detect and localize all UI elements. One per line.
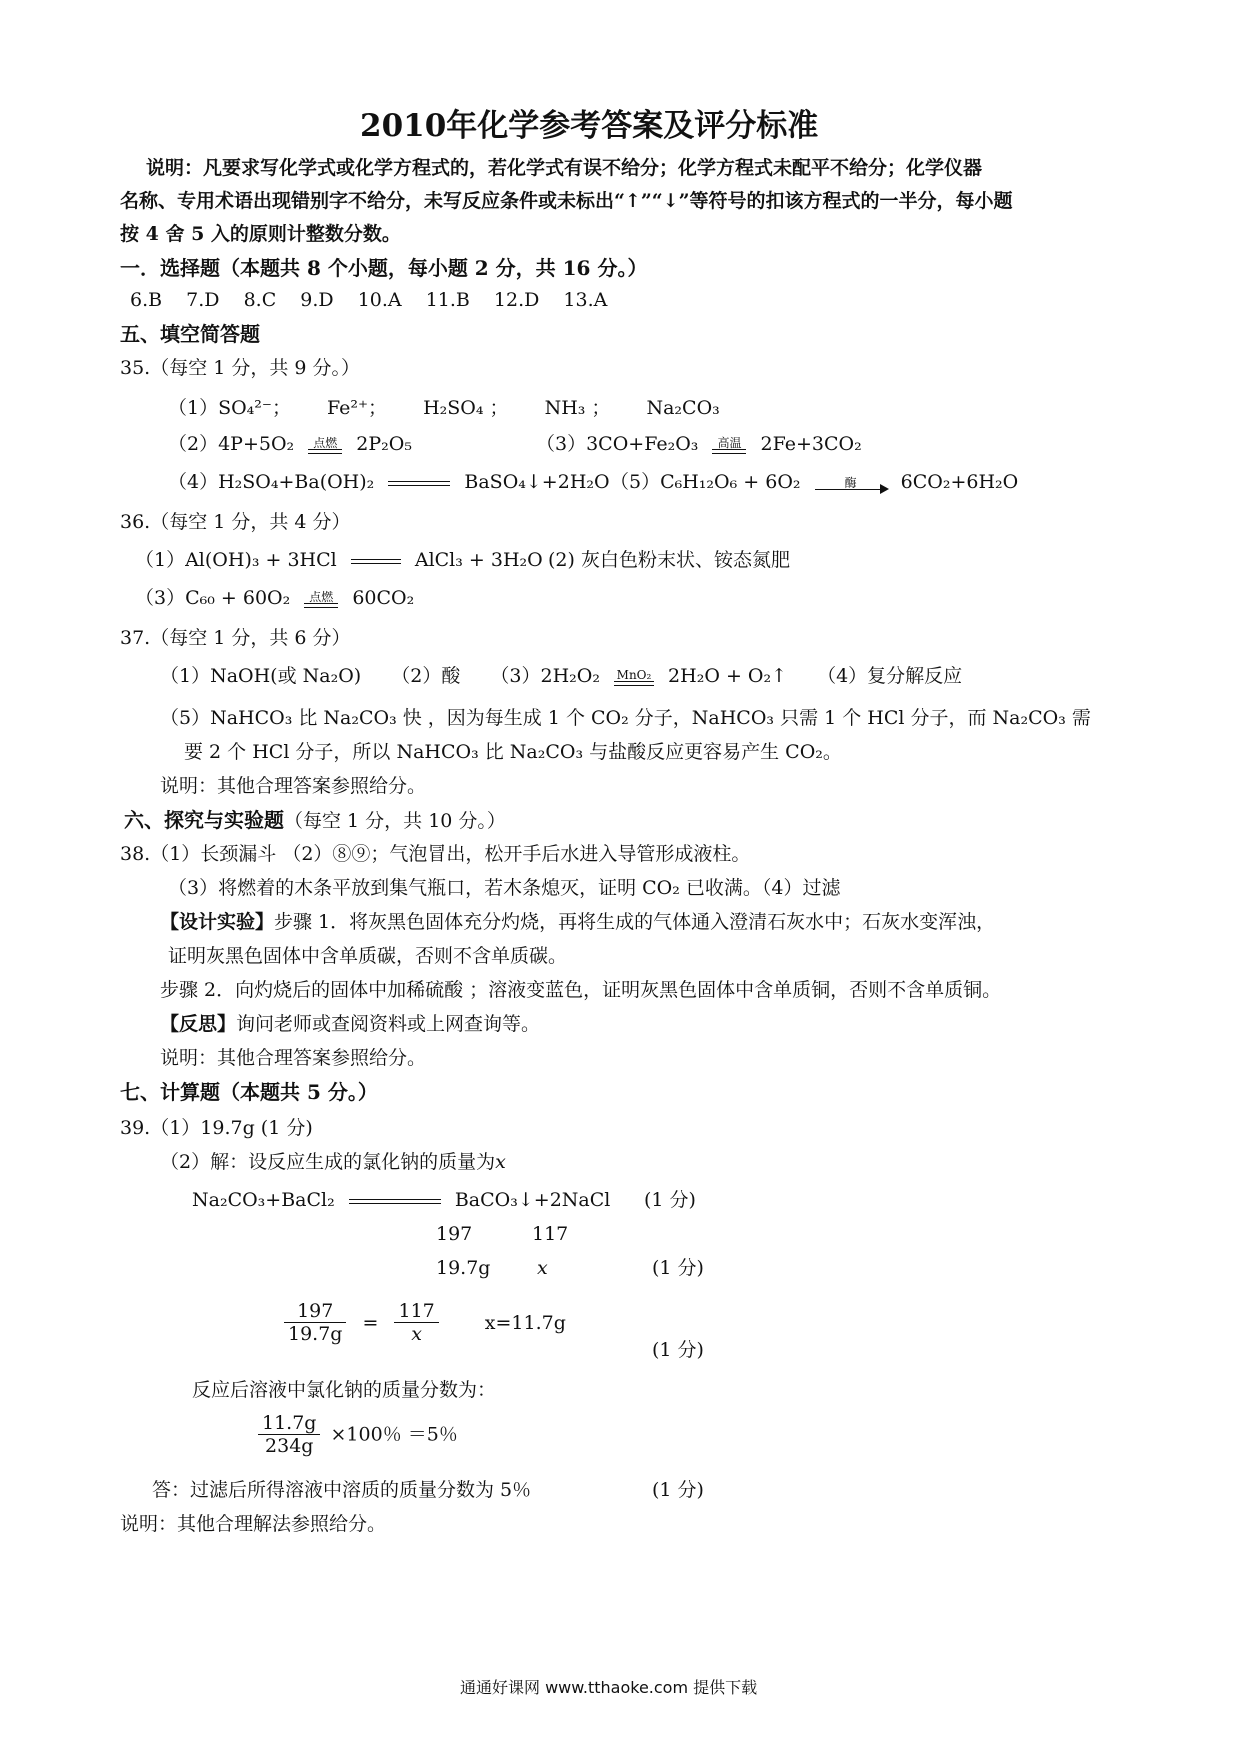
- section-7-heading: 七、计算题（本题共 5 分。）: [120, 1080, 378, 1104]
- formula: NH₃ ；: [544, 397, 611, 419]
- score-mark: (1 分): [652, 1479, 704, 1501]
- q37-header: 37.（每空 1 分，共 6 分）: [120, 627, 351, 649]
- q36-header: 36.（每空 1 分，共 4 分）: [120, 511, 351, 533]
- answer-item: 13.A: [563, 289, 608, 311]
- q35-part-1: [168, 396, 738, 420]
- score-mark: (1 分): [644, 1189, 696, 1211]
- section-5-heading: 五、填空简答题: [120, 322, 260, 346]
- q35-part-5-equation: [610, 470, 1018, 494]
- note-line-2: 名称、专用术语出现错别字不给分，未写反应条件或未标出“↑”“↓”等符号的扣该方程式的一半分，每小题: [120, 190, 1013, 212]
- q38-line-2: （3）将燃着的木条平放到集气瓶口，若木条熄灭，证明 CO₂ 已收满。（4）过滤: [168, 877, 841, 899]
- mass-fraction-label: 反应后溶液中氯化钠的质量分数为：: [192, 1379, 497, 1401]
- fraction-left: [284, 1300, 346, 1345]
- reaction-equals-sign: [388, 481, 450, 486]
- q39-equation: [192, 1188, 610, 1212]
- section-6-heading: [124, 808, 506, 833]
- formula: H₂SO₄ ；: [423, 397, 509, 419]
- reactants: （3）3CO+Fe₂O₃: [536, 433, 699, 455]
- proportion-equation: [280, 1300, 566, 1356]
- variable-x: x: [495, 1151, 506, 1173]
- design-step-1: 步骤 1．将灰黑色固体充分灼烧，再将生成的气体通入澄清石灰水中；石灰水变浑浊，: [274, 911, 996, 933]
- reactants: （2）4P+5O₂: [168, 433, 295, 455]
- reaction-condition: 点燃: [313, 435, 338, 450]
- reaction-arrow: [815, 477, 887, 490]
- answer-part: （2）酸: [391, 665, 461, 687]
- page-title: 2010年化学参考答案及评分标准: [360, 108, 819, 144]
- reaction-equals-sign: [349, 1199, 441, 1204]
- q37-part-5-line-2: 要 2 个 HCl 分子，所以 NaHCO₃ 比 Na₂CO₃ 与盐酸反应更容易产生 CO₂。: [184, 741, 842, 763]
- reactants: （5）C₆H₁₂O₆ + 6O₂: [610, 471, 801, 493]
- q38-reflection: [160, 1012, 540, 1036]
- q37-note: 说明：其他合理答案参照给分。: [160, 775, 427, 797]
- reflection-tag: 【反思】: [160, 1013, 237, 1035]
- q38-step-2: 步骤 2．向灼烧后的固体中加稀硫酸 ；溶液变蓝色，证明灰黑色固体中含单质铜，否则不含单质铜。: [160, 979, 1002, 1001]
- q39-note: 说明：其他合理解法参照给分。: [120, 1513, 387, 1535]
- q39-part-2-setup: [160, 1150, 506, 1174]
- numerator: 197: [284, 1300, 346, 1323]
- score-mark: (1 分): [652, 1339, 704, 1361]
- q36-part-3-equation: [135, 586, 414, 610]
- reactants: （3）2H₂O₂: [490, 665, 600, 687]
- section-1-heading: 一．选择题（本题共 8 个小题，每小题 2 分，共 16 分。）: [120, 256, 648, 280]
- score-mark: (1 分): [652, 1257, 704, 1279]
- formula: （1）SO₄²⁻；: [168, 397, 291, 419]
- answer-part: （4）复分解反应: [817, 665, 963, 687]
- reaction-condition: 高温: [717, 435, 742, 450]
- answer-item: 7.D: [186, 289, 220, 311]
- denominator: 234g: [265, 1435, 314, 1457]
- percent-result: ×100％ ＝5％: [330, 1423, 458, 1446]
- q35-header: 35.（每空 1 分，共 9 分。）: [120, 357, 361, 379]
- setup-text: （2）解：设反应生成的氯化钠的质量为: [160, 1151, 496, 1173]
- reactants: Na₂CO₃+BaCl₂: [192, 1189, 335, 1211]
- fraction: [258, 1412, 320, 1457]
- reactants: （3）C₆₀ + 60O₂: [135, 587, 291, 609]
- denominator: x: [411, 1323, 422, 1345]
- q35-part-4-equation: [168, 470, 610, 494]
- x-result: x=11.7g: [484, 1311, 566, 1334]
- reflection-text: 询问老师或查阅资料或上网查询等。: [236, 1013, 541, 1035]
- fraction-right: [394, 1300, 438, 1345]
- q38-line-1: 38.（1）长颈漏斗 （2）⑧⑨；气泡冒出，松开手后水进入导管形成液柱。: [120, 843, 751, 865]
- products: AlCl₃ + 3H₂O: [414, 549, 543, 571]
- formula: Na₂CO₃: [646, 397, 720, 419]
- answer-item: 11.B: [425, 289, 470, 311]
- q35-part-2-equation: [168, 432, 412, 456]
- reaction-condition: 点燃: [309, 589, 334, 604]
- q39-part-1: 39.（1）19.7g (1 分): [120, 1117, 313, 1139]
- reaction-equals-sign: [351, 559, 401, 564]
- equals-sign: =: [362, 1311, 379, 1334]
- unknown-x: x: [537, 1257, 548, 1279]
- numerator: 117: [394, 1300, 438, 1323]
- reactants: （1）Al(OH)₃ + 3HCl: [135, 549, 337, 571]
- reaction-equals-sign: [304, 591, 338, 608]
- reaction-equals-sign: [614, 669, 654, 686]
- q38-design-line-1: [160, 910, 995, 934]
- q38-design-line-2: 证明灰黑色固体中含单质碳，否则不含单质碳。: [168, 945, 568, 967]
- molar-mass-nacl: 117: [532, 1223, 569, 1245]
- answer-item: 9.D: [300, 289, 334, 311]
- products: 2P₂O₅: [356, 433, 412, 455]
- mass-fraction-calc: [254, 1412, 458, 1468]
- q36-part-2: (2) 灰白色粉末状、铵态氮肥: [548, 549, 790, 571]
- answer-item: 10.A: [357, 289, 402, 311]
- answer-item: 12.D: [493, 289, 540, 311]
- answer-item: 8.C: [243, 289, 277, 311]
- formula: Fe²⁺；: [327, 397, 388, 419]
- numerator: 11.7g: [258, 1412, 320, 1435]
- section-6-scoring: （每空 1 分，共 10 分。）: [284, 810, 506, 832]
- multiple-choice-answers: [130, 288, 625, 312]
- reaction-condition: 酶: [844, 475, 857, 490]
- answer-item: 6.B: [130, 289, 163, 311]
- products: BaCO₃↓+2NaCl: [454, 1189, 611, 1211]
- design-experiment-tag: 【设计实验】: [160, 911, 275, 933]
- given-mass: 19.7g: [436, 1257, 491, 1279]
- products: 60CO₂: [352, 587, 415, 609]
- denominator: 19.7g: [288, 1323, 343, 1345]
- reactants: （4）H₂SO₄+Ba(OH)₂: [168, 471, 375, 493]
- answer-part: （1）NaOH(或 Na₂O): [160, 665, 362, 687]
- q35-part-3-equation: [536, 432, 862, 456]
- reaction-condition: MnO₂: [616, 667, 652, 682]
- section-6-title: 六、探究与实验题: [124, 808, 284, 832]
- q37-parts-1-4: [160, 664, 962, 688]
- q37-part-5-line-1: （5）NaHCO₃ 比 Na₂CO₃ 快 ，因为每生成 1 个 CO₂ 分子，NaHCO₃ 只需 1 个 HCl 分子，而 Na₂CO₃ 需: [160, 707, 1091, 729]
- products: 6CO₂+6H₂O: [900, 471, 1019, 493]
- note-line-3: 按 4 舍 5 入的原则计整数分数。: [120, 223, 401, 245]
- products: BaSO₄↓+2H₂O: [464, 471, 610, 493]
- products: 2H₂O + O₂↑: [668, 665, 788, 687]
- q39-answer: 答：过滤后所得溶液中溶质的质量分数为 5％: [152, 1479, 532, 1501]
- reaction-equals-sign: [712, 437, 746, 454]
- reaction-equals-sign: [308, 437, 342, 454]
- note-line-1: 说明：凡要求写化学式或化学方程式的，若化学式有误不给分；化学方程式未配平不给分；化学仪器: [146, 157, 983, 179]
- products: 2Fe+3CO₂: [760, 433, 862, 455]
- q36-part-1-equation: [135, 548, 543, 572]
- footer-source: 通通好课网 www.tthaoke.com 提供下载: [460, 1678, 758, 1697]
- q38-note: 说明：其他合理答案参照给分。: [160, 1047, 427, 1069]
- molar-mass-bacO3: 197: [436, 1223, 473, 1245]
